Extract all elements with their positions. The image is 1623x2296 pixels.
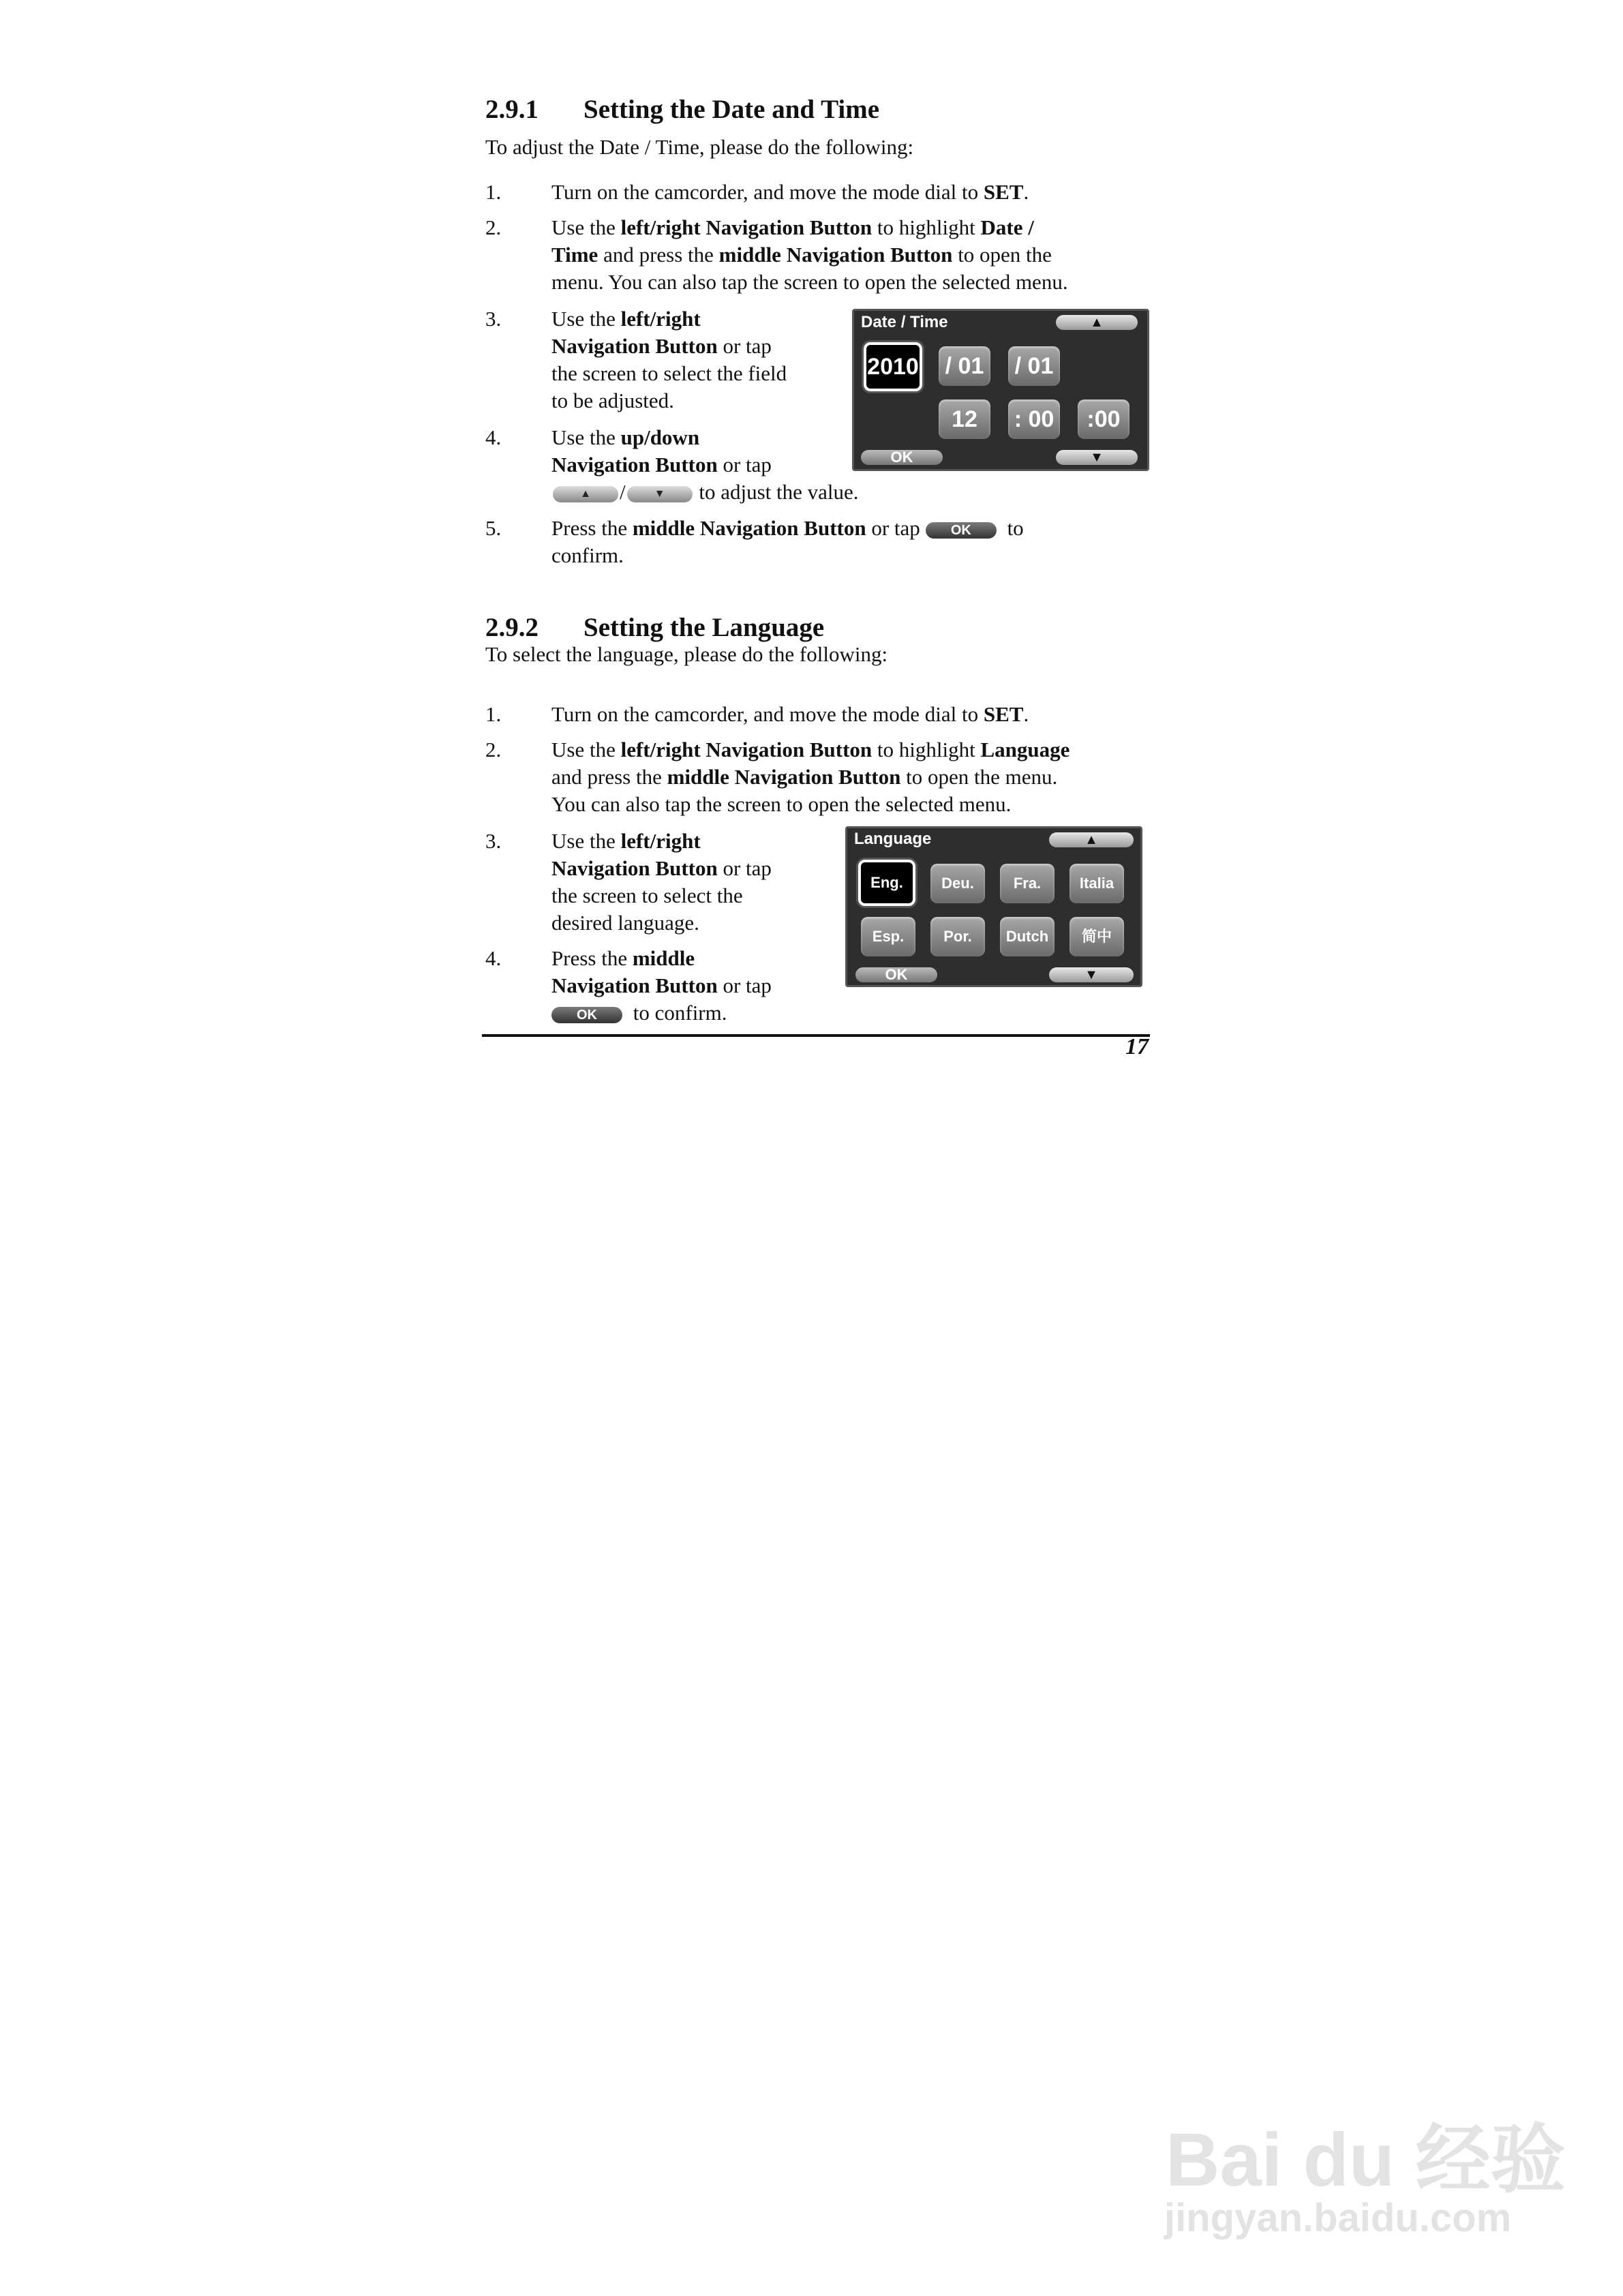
- day-field[interactable]: / 01: [1008, 346, 1060, 386]
- down-button[interactable]: ▼: [1056, 450, 1138, 465]
- language-option-italia[interactable]: Italia: [1070, 864, 1124, 903]
- ok-button[interactable]: OK: [861, 450, 943, 465]
- language-screen: [845, 826, 1142, 987]
- page-number: 17: [1125, 1034, 1149, 1059]
- section-number: 2.9.1: [485, 95, 539, 124]
- step-text: Press the middle Navigation Button or tap OK to confirm.: [551, 516, 1024, 567]
- language-option-esp[interactable]: Esp.: [861, 917, 915, 956]
- screen-title: Date / Time: [861, 313, 948, 331]
- step-text: Use the left/right Navigation Button to highlight Language and press the middle Navigation Button to open the menu. You can also tap the screen to open the selected menu.: [551, 738, 1070, 816]
- up-arrow-icon: ▲: [553, 486, 618, 502]
- section-number: 2.9.2: [485, 613, 539, 642]
- ok-button[interactable]: OK: [855, 967, 937, 982]
- down-arrow-icon: ▼: [627, 486, 693, 502]
- hour-field[interactable]: 12: [939, 399, 990, 439]
- step-text: Use the left/right Navigation Button or tap the screen to select the field to be adjusted.: [551, 307, 787, 412]
- step-number: 1.: [485, 702, 502, 726]
- language-option-chinese[interactable]: 简中: [1070, 917, 1124, 956]
- step-number: 2.: [485, 215, 502, 239]
- step-number: 5.: [485, 516, 502, 540]
- section-intro: To select the language, please do the following:: [485, 642, 888, 666]
- section-title: Setting the Date and Time: [583, 95, 880, 124]
- step-number: 3.: [485, 307, 502, 331]
- up-button[interactable]: ▲: [1056, 315, 1138, 330]
- second-field[interactable]: :00: [1078, 399, 1129, 439]
- watermark-brand: Bai du 经验: [1166, 2118, 1566, 2202]
- language-option-dutch[interactable]: Dutch: [1000, 917, 1055, 956]
- step-text: Use the left/right Navigation Button to highlight Date / Time and press the middle Navigation Button to open the menu. You can also tap the screen to open the selected menu.: [551, 215, 1068, 294]
- year-field[interactable]: 2010: [864, 342, 922, 391]
- minute-field[interactable]: : 00: [1008, 399, 1060, 439]
- step-number: 2.: [485, 738, 502, 761]
- step-number: 4.: [485, 946, 502, 970]
- section-title: Setting the Language: [583, 613, 825, 642]
- section-heading-date-time: [485, 94, 879, 125]
- step-text: Use the left/right Navigation Button or tap the screen to select the desired language.: [551, 829, 772, 935]
- footer-rule: [482, 1034, 1150, 1037]
- step-text: Use the up/down Navigation Button or tap ▲ / ▼ to adjust the value.: [551, 425, 859, 504]
- down-button[interactable]: ▼: [1049, 967, 1134, 982]
- up-button[interactable]: ▲: [1049, 832, 1134, 847]
- language-option-deu[interactable]: Deu.: [930, 864, 985, 903]
- section-intro: To adjust the Date / Time, please do the following:: [485, 135, 914, 159]
- language-option-por[interactable]: Por.: [930, 917, 985, 956]
- step-number: 3.: [485, 829, 502, 853]
- section-heading-language: [485, 612, 824, 643]
- month-field[interactable]: / 01: [939, 346, 990, 386]
- screen-title: Language: [854, 830, 932, 848]
- language-option-fra[interactable]: Fra.: [1000, 864, 1055, 903]
- step-text: Turn on the camcorder, and move the mode dial to SET.: [551, 180, 1029, 204]
- step-number: 4.: [485, 425, 502, 449]
- ok-button-icon: OK: [551, 1007, 622, 1023]
- step-text: Press the middle Navigation Button or tap OK to confirm.: [551, 946, 772, 1025]
- date-time-screen: [852, 309, 1149, 471]
- ok-button-icon: OK: [926, 522, 997, 539]
- language-option-eng[interactable]: Eng.: [858, 860, 915, 906]
- step-text: Turn on the camcorder, and move the mode dial to SET.: [551, 702, 1029, 726]
- watermark-url: jingyan.baidu.com: [1164, 2196, 1512, 2240]
- step-number: 1.: [485, 180, 502, 204]
